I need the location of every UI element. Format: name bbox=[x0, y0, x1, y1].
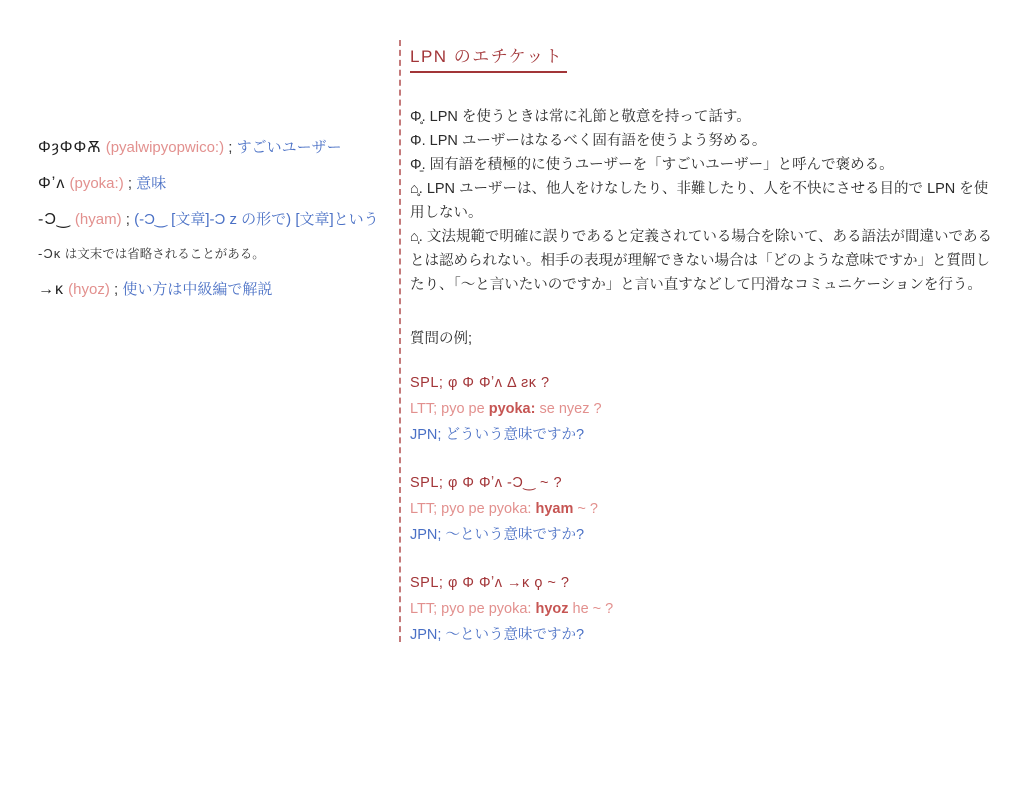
spl-line: SPL; φ Φ Φʼʌ -Ɔ‿ ~ ? bbox=[410, 475, 563, 491]
conlang-word-glyph: -Ɔ‿ bbox=[38, 211, 71, 228]
dictionary-entry bbox=[38, 278, 392, 302]
rule-item: Φ̥. LPN を使うときは常に礼節と敬意を持って話す。 bbox=[410, 109, 751, 125]
romanization: (pyoka:) bbox=[69, 175, 124, 192]
separator: ; bbox=[224, 139, 237, 156]
dictionary-entry bbox=[38, 136, 392, 160]
japanese-gloss: (-Ɔ‿ [文章]-Ɔ z の形で) [文章]という bbox=[134, 211, 379, 228]
dictionary-panel bbox=[38, 136, 392, 314]
ltt-keyword: hyoz bbox=[535, 601, 569, 617]
ltt-keyword: pyoka: bbox=[488, 401, 536, 417]
separator: ; bbox=[121, 211, 135, 228]
etiquette-panel bbox=[410, 40, 1002, 648]
jpn-line: JPN; 〜という意味ですか? bbox=[410, 627, 585, 643]
conlang-word-glyph: ΦȝΦΦѪ bbox=[38, 139, 102, 156]
japanese-gloss: 意味 bbox=[136, 175, 167, 192]
conlang-word-glyph: Φʼʌ bbox=[38, 175, 66, 192]
usage-note bbox=[38, 244, 392, 264]
romanization: (hyam) bbox=[74, 211, 122, 228]
example-block bbox=[410, 570, 1002, 648]
ltt-post: se nyez ? bbox=[535, 401, 602, 417]
separator: ; bbox=[109, 281, 123, 298]
ltt-post: ~ ? bbox=[573, 501, 598, 517]
japanese-gloss: 使い方は中級編で解説 bbox=[122, 281, 273, 298]
rule-item: ⌂̩. 文法規範で明確に誤りであると定義されている場合を除いて、ある語法が間違いであるとは認められない。相手の表現が理解できない場合は「どのような意味ですか」と質問したり、「〜と言いたいのですか」と言い直すなどして円滑なコミュニケーションを行う。 bbox=[410, 229, 993, 293]
ltt-line bbox=[410, 596, 1002, 622]
ltt-pre: LTT; pyo pe bbox=[410, 401, 489, 417]
romanization: (hyoz) bbox=[68, 281, 110, 298]
ltt-line bbox=[410, 496, 1002, 522]
japanese-gloss: すごいユーザー bbox=[236, 139, 342, 156]
rules-list bbox=[410, 105, 1002, 297]
separator: ; bbox=[123, 175, 137, 192]
romanization: (pyalwipyopwico:) bbox=[105, 139, 225, 156]
ltt-pre: LTT; pyo pe pyoka: bbox=[410, 501, 536, 517]
dictionary-entry bbox=[38, 208, 392, 232]
jpn-line: JPN; 〜という意味ですか? bbox=[410, 527, 585, 543]
ltt-keyword: hyam bbox=[535, 501, 574, 517]
conlang-word-glyph: -Ɔᴋ bbox=[38, 246, 62, 261]
rule-item: Φ̱. 固有語を積極的に使うユーザーを「すごいユーザー」と呼んで褒める。 bbox=[410, 157, 894, 173]
conlang-word-glyph: →ᴋ bbox=[38, 281, 64, 298]
rule-item: Φ. LPN ユーザーはなるべく固有語を使うよう努める。 bbox=[410, 133, 767, 149]
spl-line: SPL; φ Φ Φʼʌ Δ ƨᴋ ? bbox=[410, 375, 550, 391]
ltt-line bbox=[410, 396, 1002, 422]
ltt-post: he ~ ? bbox=[568, 601, 614, 617]
jpn-line: JPN; どういう意味ですか? bbox=[410, 427, 585, 443]
example-block bbox=[410, 370, 1002, 448]
ltt-pre: LTT; pyo pe pyoka: bbox=[410, 601, 536, 617]
spl-line: SPL; φ Φ Φʼʌ →ᴋ ϙ ~ ? bbox=[410, 575, 570, 591]
page-title: LPN のエチケット bbox=[410, 40, 567, 73]
rule-item: ⌂̥. LPN ユーザーは、他人をけなしたり、非難したり、人を不快にさせる目的で LPN を使用しない。 bbox=[410, 181, 989, 221]
dictionary-entry bbox=[38, 172, 392, 196]
examples-heading: 質問の例; bbox=[410, 331, 473, 347]
column-divider bbox=[399, 40, 401, 642]
example-block bbox=[410, 470, 1002, 548]
usage-note-text: は文末では省略されることがある。 bbox=[61, 247, 265, 261]
